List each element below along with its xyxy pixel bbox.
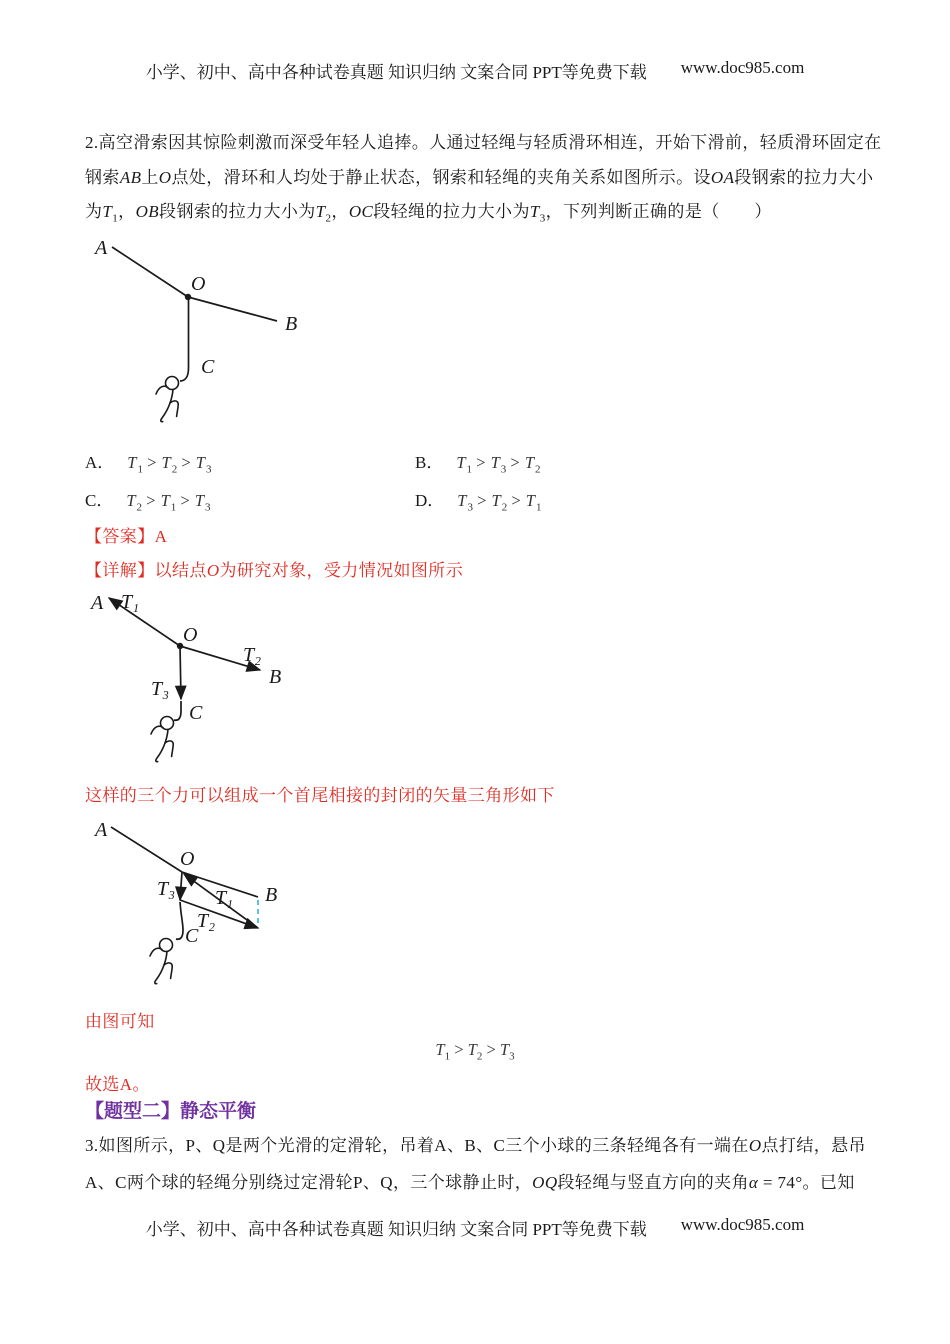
footer-text: 小学、初中、高中各种试卷真题 知识归纳 文案合同 PPT等免费下载 (145, 1220, 647, 1239)
option-C (85, 486, 415, 513)
diagram-rope-setup (85, 230, 310, 445)
label-C: C (201, 356, 215, 378)
option-D (415, 486, 745, 513)
label-B: B (265, 884, 278, 906)
option-D-label: D． (415, 491, 445, 510)
detail-text: 以结点O为研究对象，受力情况如图所示 (154, 561, 464, 580)
vector-T1 (109, 598, 180, 646)
label-T1: T₁ (121, 591, 140, 613)
label-C: C (189, 702, 203, 724)
q2-line1: 2.高空滑索因其惊险刺激而深受年轻人追捧。人通过轻绳与轻质滑环相连，开始下滑前，轻质滑环固定在 (85, 133, 882, 152)
label-B: B (285, 313, 298, 335)
label-O: O (183, 624, 198, 646)
diagram-vector-triangle (85, 810, 310, 1000)
vector-note: 这样的三个力可以组成一个首尾相接的封闭的矢量三角形如下 (85, 786, 555, 805)
label-A: A (95, 819, 108, 841)
options-row-1 (85, 448, 865, 475)
page-footer (0, 1215, 950, 1240)
q3-line2: A、C两个球的轻绳分别绕过定滑轮P、Q，三个球静止时，OQ段轻绳与竖直方向的夹角α = 74°。已知 (85, 1173, 855, 1192)
rope-OC (180, 297, 189, 381)
vector-T3 (180, 646, 181, 699)
option-C-label: C． (85, 491, 114, 510)
label-A: A (91, 592, 104, 614)
section-heading: 【题型二】静态平衡 (85, 1101, 257, 1122)
rope-OC (176, 902, 183, 939)
q3-line1: 3.如图所示，P、Q是两个光滑的定滑轮，吊着A、B、C三个小球的三条轻绳各有一端在O点打结，悬吊 (85, 1136, 866, 1155)
label-O: O (180, 848, 195, 870)
option-D-formula: $T_3 > T_2 > T_1$ (457, 491, 542, 514)
label-T1: T₁ (215, 887, 234, 909)
label-T2: T₂ (197, 910, 216, 932)
answer-line (85, 522, 885, 547)
option-B-formula: $T_1 > T_3 > T_2$ (456, 453, 541, 476)
option-C-formula: $T_2 > T_1 > T_3$ (126, 491, 211, 514)
footer-url: www.doc985.com (680, 1215, 805, 1234)
label-C: C (185, 925, 199, 947)
label-T2: T₂ (243, 644, 262, 666)
hanging-person-figure (150, 939, 173, 984)
q2-line2: 钢索AB上O点处，滑环和人均处于静止状态，钢索和轻绳的夹角关系如图所示。设OA段钢索的拉力大小 (85, 168, 874, 187)
label-A: A (95, 237, 108, 259)
answer-value: A (154, 527, 168, 546)
label-T3: T₃ (151, 678, 170, 700)
choose-line: 故选A。 (85, 1075, 150, 1094)
rope-OC (174, 701, 181, 720)
header-text: 小学、初中、高中各种试卷真题 知识归纳 文案合同 PPT等免费下载 (145, 63, 647, 82)
detail-label: 【详解】 (85, 561, 155, 580)
options-row-2 (85, 486, 865, 513)
q2-line3: 为$T_1$，OB段钢索的拉力大小为$T_2$，OC段轻绳的拉力大小为$T_3$，下列判断正确的是（ ） (85, 202, 772, 225)
conclusion-intro: 由图可知 (85, 1012, 155, 1031)
page-header (0, 58, 950, 83)
answer-label: 【答案】 (85, 527, 155, 546)
label-T3: T₃ (157, 878, 176, 900)
label-O: O (191, 273, 206, 295)
header-url: www.doc985.com (680, 58, 805, 77)
option-A (85, 448, 415, 475)
option-A-formula: $T_1 > T_2 > T_3$ (127, 453, 212, 476)
hanging-person-figure (156, 377, 179, 422)
option-B-label: B． (415, 453, 444, 472)
diagram-forces-at-O (85, 583, 295, 778)
option-A-label: A． (85, 453, 115, 472)
label-B: B (269, 666, 282, 688)
detail-line (85, 556, 885, 581)
hanging-person-figure (151, 717, 174, 762)
option-B (415, 448, 745, 475)
conclusion-formula: $T_1 > T_2 > T_3$ (435, 1040, 515, 1063)
vector-T3 (180, 872, 182, 900)
